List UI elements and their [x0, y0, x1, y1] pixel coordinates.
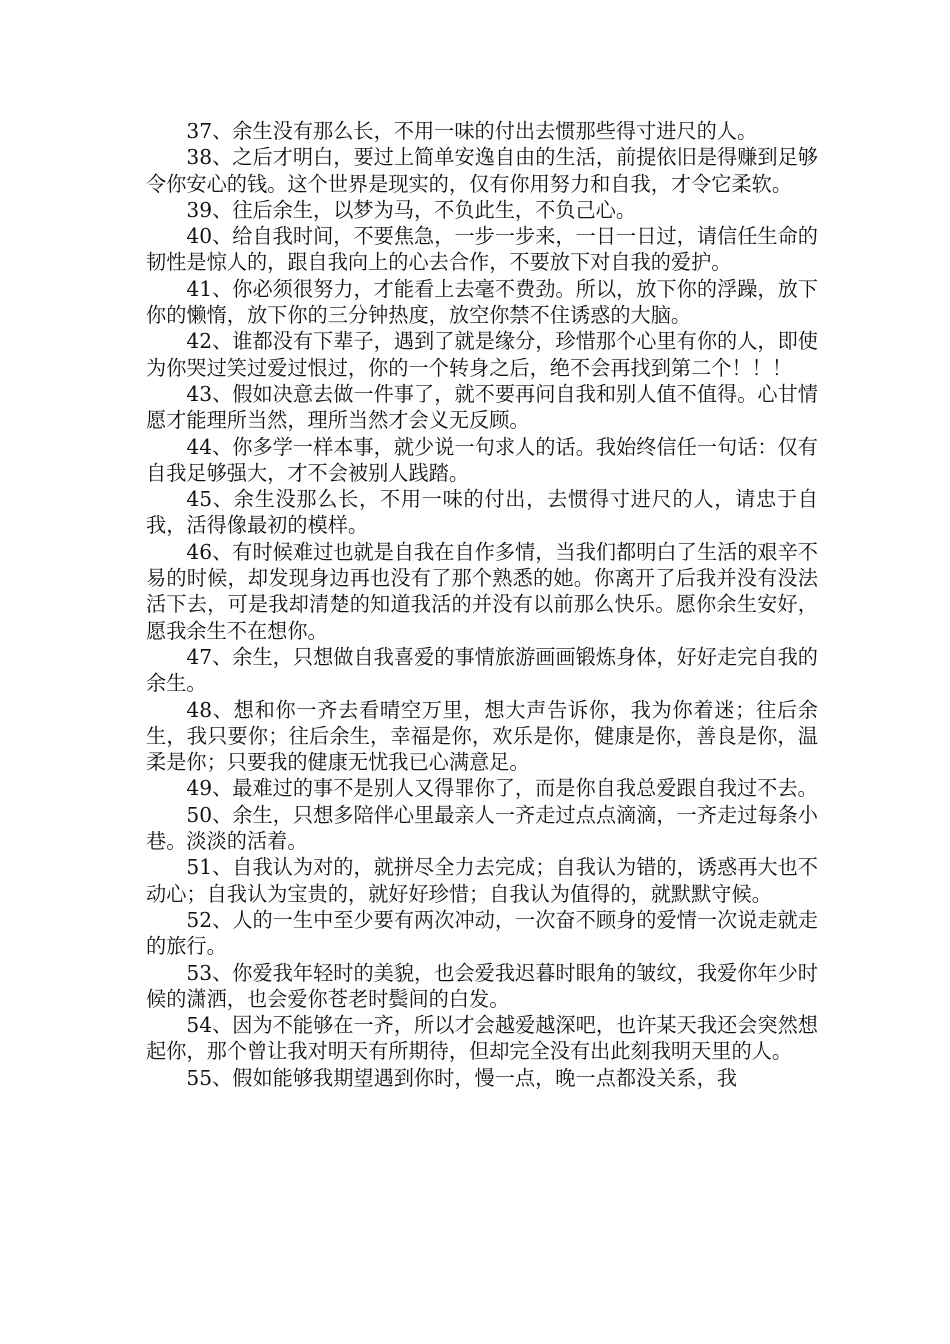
- paragraph-40: 40、给自我时间，不要焦急，一步一步来，一日一日过，请信任生命的韧性是惊人的，跟自我向上的心去合作，不要放下对自我的爱护。: [146, 224, 818, 275]
- paragraph-37: 37、余生没有那么长，不用一味的付出去惯那些得寸进尺的人。: [186, 119, 758, 143]
- paragraph-49: 49、最难过的事不是别人又得罪你了，而是你自我总爱跟自我过不去。: [186, 776, 818, 801]
- paragraph-44: 44、你多学一样本事，就少说一句求人的话。我始终信任一句话：仅有自我足够强大，才不会被别人践踏。: [146, 434, 818, 485]
- paragraph-50: 50、余生，只想多陪伴心里最亲人一齐走过点点滴滴，一齐走过每条小巷。淡淡的活着。: [146, 802, 818, 854]
- paragraph-47: 47、余生，只想做自我喜爱的事情旅游画画锻炼身体，好好走完自我的余生。: [146, 644, 818, 696]
- paragraph-43: 43、假如决意去做一件事了，就不要再问自我和别人值不值得。心甘情愿才能理所当然，理所当然才会义无反顾。: [146, 381, 818, 433]
- document-body: [146, 118, 818, 1091]
- paragraph-38: 38、之后才明白，要过上简单安逸自由的生活，前提依旧是得赚到足够令你安心的钱。这个世界是现实的，仅有你用努力和自我，才令它柔软。: [146, 145, 818, 196]
- paragraph-39: 39、往后余生，以梦为马，不负此生，不负己心。: [186, 197, 637, 222]
- paragraph-48: 48、想和你一齐去看晴空万里，想大声告诉你，我为你着迷；往后余生，我只要你；往后余生，幸福是你，欢乐是你，健康是你，善良是你，温柔是你；只要我的健康无忧我已心满意足。: [146, 697, 818, 775]
- paragraph-51: 51、自我认为对的，就拼尽全力去完成；自我认为错的，诱惑再大也不动心；自我认为宝贵的，就好好珍惜；自我认为值得的，就默默守候。: [146, 855, 818, 906]
- paragraph-54: 54、因为不能够在一齐，所以才会越爱越深吧，也许某天我还会突然想起你，那个曾让我对明天有所期待，但却完全没有出此刻我明天里的人。: [146, 1013, 818, 1064]
- paragraph-46: 46、有时候难过也就是自我在自作多情，当我们都明白了生活的艰辛不易的时候，却发现身边再也没有了那个熟悉的她。你离开了后我并没有没法活下去，可是我却清楚的知道我活的并没有以前那么快乐。愿你余生安好，愿我余生不在想你。: [146, 539, 818, 643]
- paragraph-55: 55、假如能够我期望遇到你时，慢一点，晚一点都没关系，我: [186, 1065, 737, 1090]
- paragraph-53: 53、你爱我年轻时的美貌，也会爱我迟暮时眼角的皱纹，我爱你年少时候的潇洒，也会爱你苍老时鬓间的白发。: [146, 960, 818, 1011]
- paragraph-41: 41、你必须很努力，才能看上去毫不费劲。所以，放下你的浮躁，放下你的懒惰，放下你的三分钟热度，放空你禁不住诱惑的大脑。: [146, 276, 818, 328]
- paragraph-45: 45、余生没那么长，不用一味的付出，去惯得寸进尺的人，请忠于自我，活得像最初的模样。: [146, 487, 818, 538]
- paragraph-42: 42、谁都没有下辈子，遇到了就是缘分，珍惜那个心里有你的人，即使为你哭过笑过爱过恨过，你的一个转身之后，绝不会再找到第二个！！！: [146, 329, 818, 380]
- paragraph-52: 52、人的一生中至少要有两次冲动，一次奋不顾身的爱情一次说走就走的旅行。: [146, 907, 818, 959]
